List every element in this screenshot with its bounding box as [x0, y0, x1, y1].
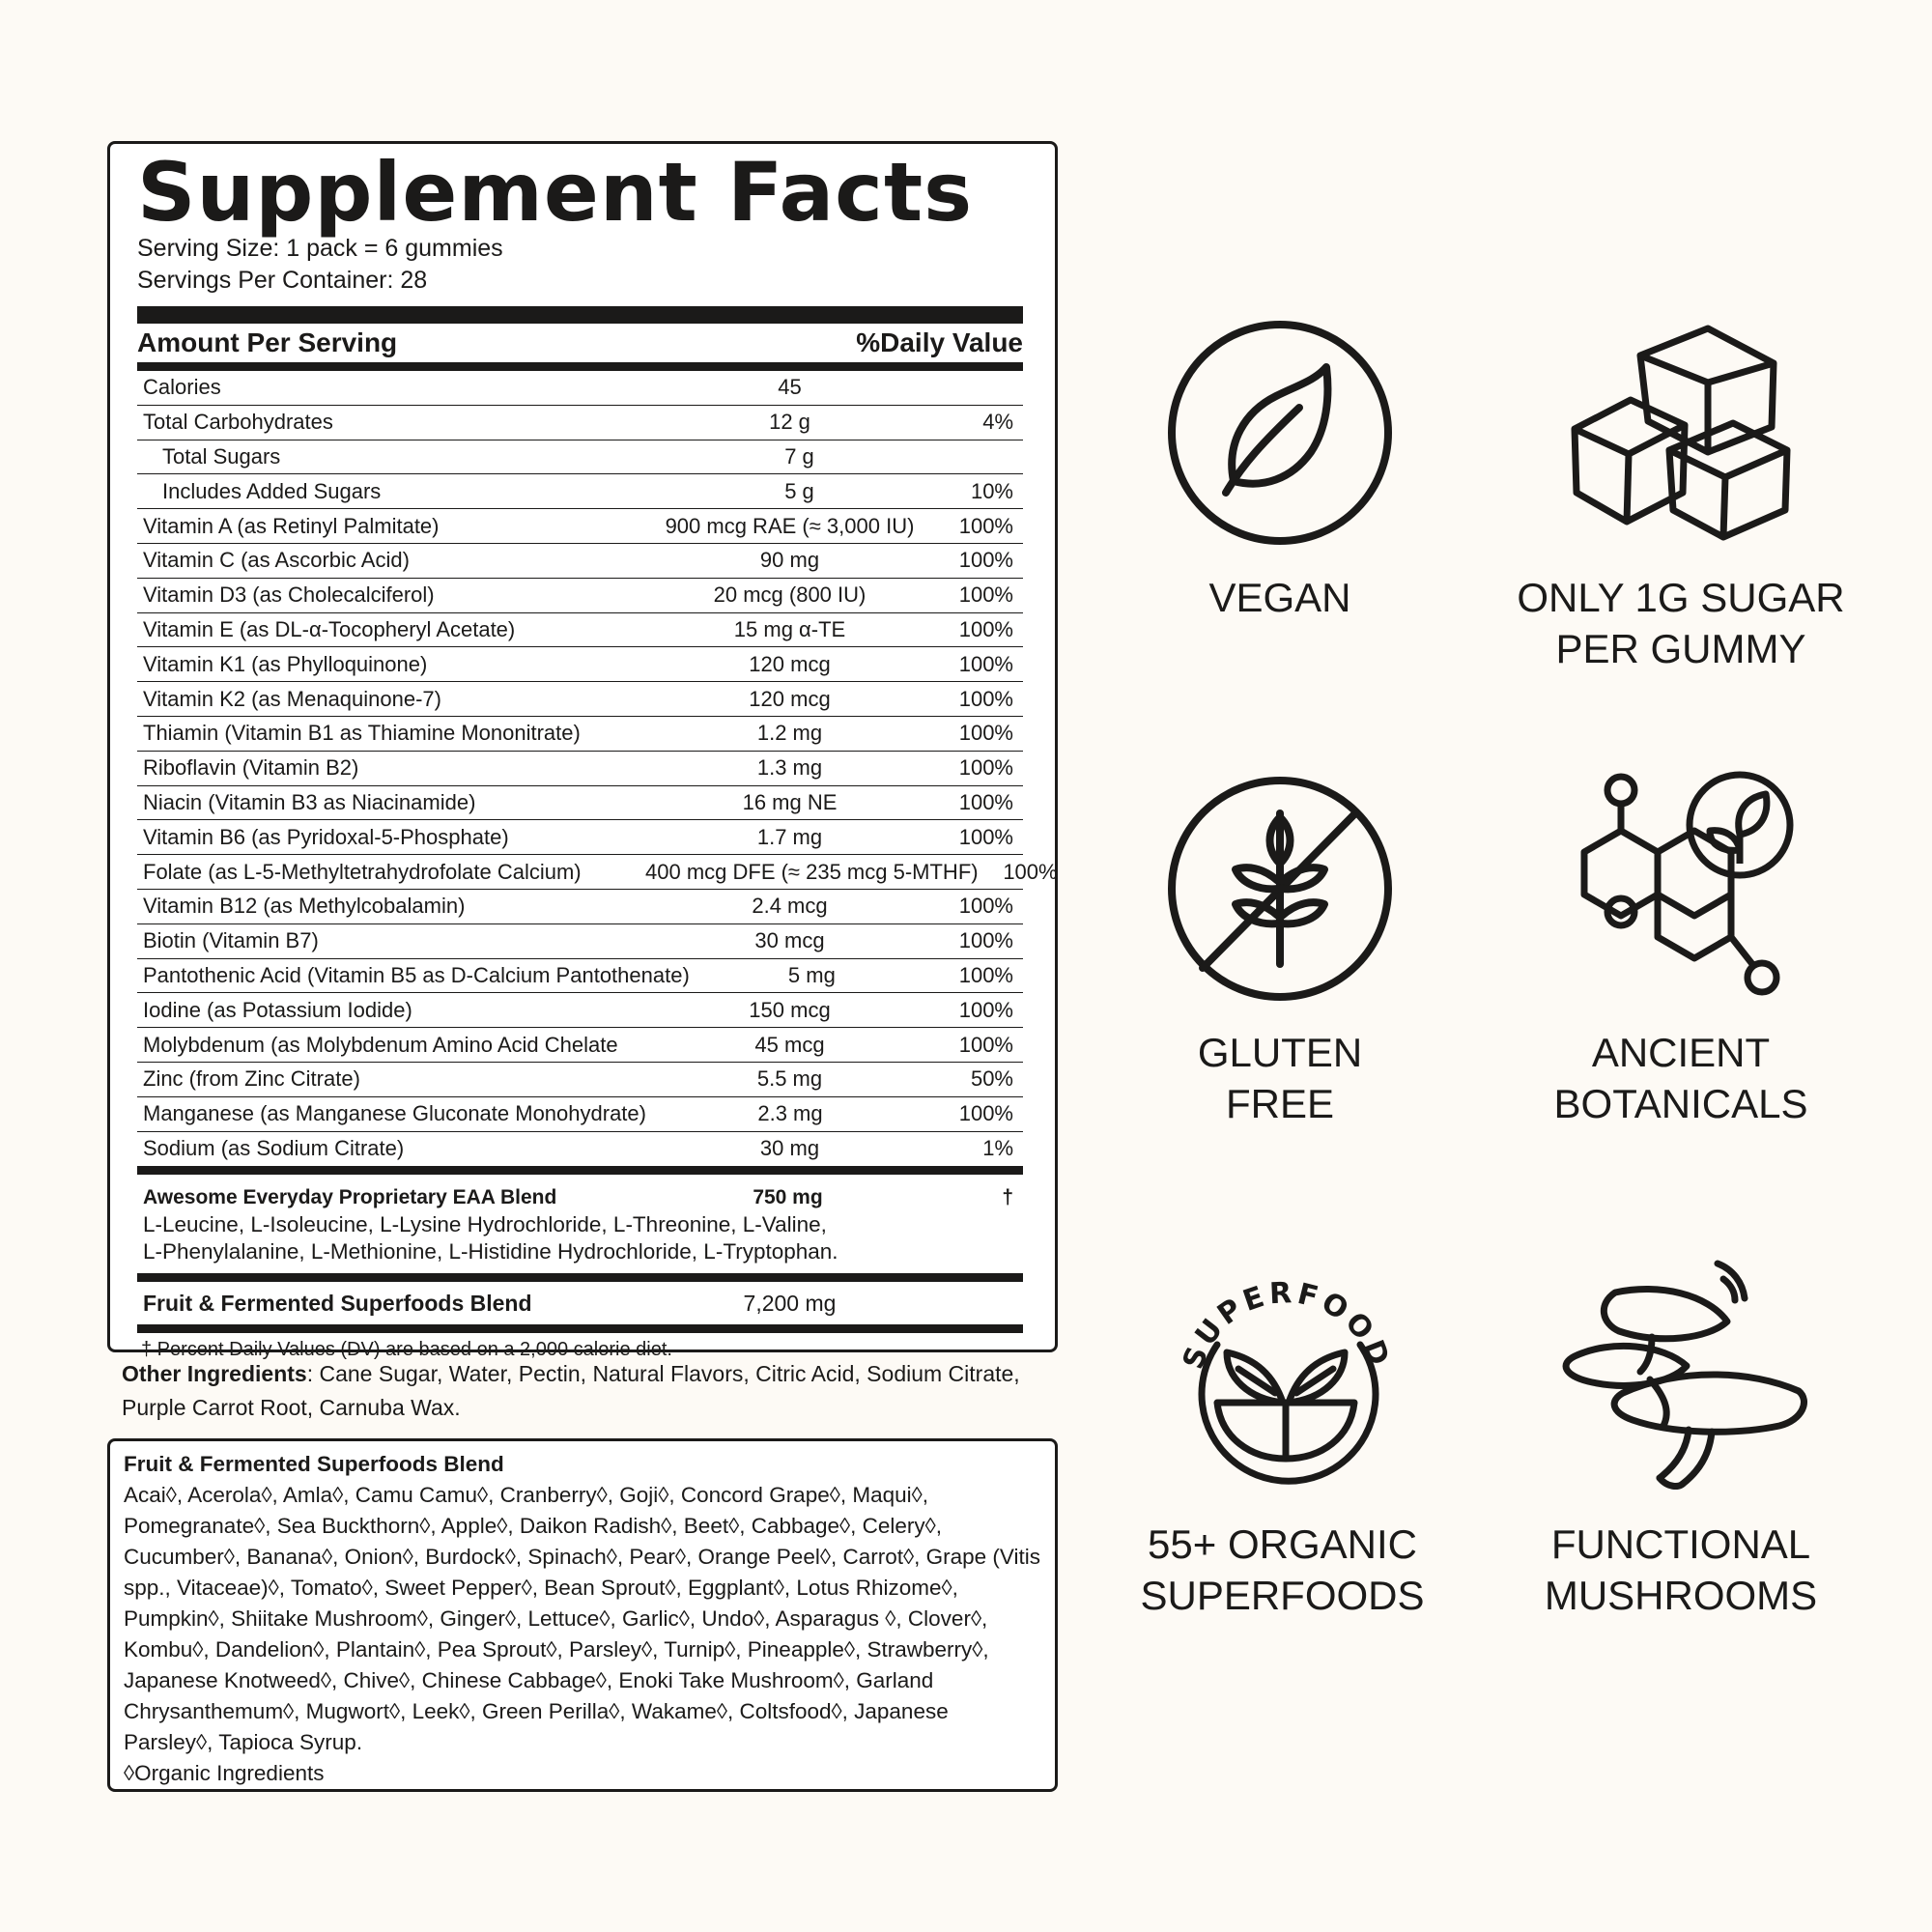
eaa-amount: 750 mg: [753, 1186, 823, 1209]
nutrient-row: [137, 544, 1023, 579]
nutrient-amount: 16 mg NE: [742, 789, 838, 814]
nutrient-amount: 1.2 mg: [756, 721, 823, 746]
superfood-bowl-icon: [1171, 1258, 1403, 1499]
nutrient-row: [137, 474, 1023, 509]
nutrient-dv: 100%: [958, 513, 1013, 538]
nutrient-amount: 45 mcg: [754, 1032, 825, 1057]
nutrient-name: Total Sugars: [162, 443, 281, 469]
nutrient-row: [137, 682, 1023, 717]
nutrient-dv: 100%: [958, 651, 1013, 676]
nutrient-amount: 2.4 mcg: [752, 894, 828, 919]
nutrient-dv: 50%: [970, 1066, 1013, 1092]
dv-footnote: † Percent Daily Values (DV) are based on a 2,000 calorie diet.: [141, 1339, 672, 1361]
badge-gluten: [1140, 1027, 1420, 1129]
fruit-blend-amount: 7,200 mg: [743, 1290, 837, 1316]
eaa-ingredients-line-2: L-Phenylalanine, L-Methionine, L-Histidine Hydrochloride, L-Tryptophan.: [143, 1239, 838, 1264]
amount-header: Amount Per Serving: [137, 327, 398, 357]
servings-per-container: Servings Per Container: 28: [137, 267, 428, 294]
nutrient-dv: 100%: [958, 686, 1013, 711]
nutrient-amount: 1.7 mg: [756, 824, 823, 849]
nutrient-row: [137, 1028, 1023, 1063]
nutrient-name: Vitamin A (as Retinyl Palmitate): [143, 513, 440, 538]
badge-botanicals-line1: ANCIENT: [1591, 1030, 1771, 1075]
badge-mushrooms-line2: MUSHROOMS: [1544, 1573, 1818, 1618]
nutrient-name: Vitamin D3 (as Cholecalciferol): [143, 582, 435, 608]
nutrient-amount: 5.5 mg: [756, 1066, 823, 1092]
nutrient-row: [137, 613, 1023, 648]
nutrient-name: Vitamin K2 (as Menaquinone-7): [143, 686, 441, 711]
divider-medium: [137, 362, 1023, 371]
nutrient-name: Calories: [143, 375, 221, 400]
eaa-name: Awesome Everyday Proprietary EAA Blend: [143, 1186, 557, 1209]
nutrient-row: [137, 959, 1023, 994]
badge-mushrooms: [1502, 1519, 1860, 1621]
superfoods-blend-list: Acai◊, Acerola◊, Amla◊, Camu Camu◊, Cranberry◊, Goji◊, Concord Grape◊, Maqui◊, Pomegranate◊, Sea Buckthorn◊, Apple◊, Daikon Radish◊, Beet◊, Cabbage◊, Celery◊, Cucumber◊, Banana◊, Onion◊, Burdock◊, Spinach◊, Pear◊, Orange Peel◊, Carrot◊, Grape (Vitis spp., Vitaceae)◊, Tomato◊, Sweet Pepper◊, Bean Sprout◊, Eggplant◊, Lotus Rhizome◊, Pumpkin◊, Shiitake Mushroom◊, Ginger◊, Lettuce◊, Garlic◊, Undo◊, Asparagus ◊, Clover◊, Kombu◊, Dandelion◊, Plantain◊, Pea Sprout◊, Parsley◊, Turnip◊, Pineapple◊, Strawberry◊, Japanese Knotweed◊, Chive◊, Chinese Cabbage◊, Enoki Take Mushroom◊, Garland Chrysanthemum◊, Mugwort◊, Leek◊, Green Perilla◊, Wakame◊, Coltsfood◊, Japanese Parsley◊, Tapioca Syrup.: [124, 1483, 1040, 1754]
badge-sugar-line1: ONLY 1G SUGAR: [1517, 575, 1845, 620]
nutrient-dv: 100%: [958, 928, 1013, 953]
nutrient-dv: 100%: [958, 755, 1013, 781]
mushroom-icon: [1544, 1256, 1814, 1497]
nutrient-name: Vitamin B12 (as Methylcobalamin): [143, 894, 466, 919]
nutrient-row: [137, 647, 1023, 682]
nutrient-name: Vitamin B6 (as Pyridoxal-5-Phosphate): [143, 824, 509, 849]
nutrient-amount: 5 mg: [787, 962, 836, 987]
superfoods-blend-box: [107, 1438, 1058, 1792]
nutrient-amount: 1.3 mg: [756, 755, 823, 781]
nutrient-row: [137, 1063, 1023, 1097]
nutrient-amount: 120 mcg: [749, 651, 831, 676]
nutrient-dv: 100%: [958, 894, 1013, 919]
nutrient-amount: 400 mcg DFE (≈ 235 mcg 5-MTHF): [645, 859, 979, 884]
nutrient-name: Total Carbohydrates: [143, 410, 333, 435]
nutrient-amount: 30 mg: [759, 1136, 820, 1161]
nutrient-dv: 100%: [958, 582, 1013, 608]
nutrient-dv: 100%: [958, 548, 1013, 573]
badge-mushrooms-line1: FUNCTIONAL: [1550, 1521, 1811, 1567]
nutrient-dv: 100%: [958, 962, 1013, 987]
nutrient-amount: 90 mg: [759, 548, 820, 573]
nutrient-row: [137, 924, 1023, 959]
nutrient-dv: 10%: [970, 478, 1013, 503]
nutrient-amount: 15 mg α-TE: [733, 616, 846, 641]
badge-sugar: [1502, 572, 1860, 674]
badge-superfoods: [1121, 1519, 1444, 1621]
divider-medium: [137, 1166, 1023, 1175]
eaa-dv: †: [1002, 1186, 1013, 1209]
nutrient-name: Vitamin E (as DL-α-Tocopheryl Acetate): [143, 616, 516, 641]
nutrient-name: Thiamin (Vitamin B1 as Thiamine Mononitrate): [143, 721, 581, 746]
badge-gluten-line1: GLUTEN: [1197, 1030, 1363, 1075]
badge-vegan: [1140, 572, 1420, 623]
nutrient-amount: 120 mcg: [749, 686, 831, 711]
badge-gluten-line2: FREE: [1225, 1081, 1334, 1126]
badge-superfoods-line2: SUPERFOODS: [1140, 1573, 1425, 1618]
nutrient-row: [137, 993, 1023, 1028]
nutrient-name: Includes Added Sugars: [162, 478, 382, 503]
nutrient-amount: 900 mcg RAE (≈ 3,000 IU): [665, 513, 915, 538]
nutrient-row: [137, 440, 1023, 475]
nutrient-dv: 100%: [958, 789, 1013, 814]
eaa-ingredients-line-1: L-Leucine, L-Isoleucine, L-Lysine Hydrochloride, L-Threonine, L-Valine,: [143, 1212, 827, 1237]
badge-vegan-line1: VEGAN: [1208, 575, 1351, 620]
badge-superfoods-line1: 55+ ORGANIC: [1148, 1521, 1417, 1567]
nutrient-amount: 30 mcg: [754, 928, 825, 953]
nutrient-amount: 7 g: [784, 443, 814, 469]
nutrient-amount: 150 mcg: [749, 997, 831, 1022]
fruit-blend-name: Fruit & Fermented Superfoods Blend: [143, 1290, 532, 1316]
nutrient-row: [137, 752, 1023, 786]
superfood-seal-text: SUPERFOOD: [1176, 1276, 1398, 1375]
badge-sugar-line2: PER GUMMY: [1555, 626, 1806, 671]
nutrient-name: Vitamin K1 (as Phylloquinone): [143, 651, 428, 676]
nutrient-name: Riboflavin (Vitamin B2): [143, 755, 359, 781]
nutrient-dv: 4%: [982, 410, 1013, 435]
divider-thick: [137, 306, 1023, 324]
nutrient-name: Vitamin C (as Ascorbic Acid): [143, 548, 410, 573]
nutrient-row: [137, 579, 1023, 613]
no-wheat-icon: [1166, 775, 1394, 1003]
gummy-cubes-icon: [1567, 317, 1795, 545]
nutrient-name: Manganese (as Manganese Gluconate Monohydrate): [143, 1101, 646, 1126]
nutrient-name: Zinc (from Zinc Citrate): [143, 1066, 360, 1092]
nutrient-row: [137, 786, 1023, 821]
nutrient-row: [137, 509, 1023, 544]
other-ingredients-label: Other Ingredients: [122, 1361, 307, 1386]
nutrient-row: [137, 406, 1023, 440]
nutrient-name: Folate (as L-5-Methyltetrahydrofolate Calcium): [143, 859, 582, 884]
other-ingredients-text: : Cane Sugar, Water, Pectin, Natural Flavors, Citric Acid, Sodium Citrate, Purple Carrot Root, Carnuba Wax.: [122, 1361, 1020, 1420]
nutrient-amount: 20 mcg (800 IU): [713, 582, 867, 608]
nutrient-dv: 1%: [982, 1136, 1013, 1161]
nutrient-dv: 100%: [958, 721, 1013, 746]
nutrient-dv: 100%: [958, 1101, 1013, 1126]
amount-header-row: [137, 324, 1023, 362]
nutrient-name: Biotin (Vitamin B7): [143, 928, 319, 953]
nutrient-row: [137, 855, 1058, 890]
nutrient-dv: 100%: [958, 824, 1013, 849]
nutrient-name: Pantothenic Acid (Vitamin B5 as D-Calcium Pantothenate): [143, 962, 690, 987]
nutrient-row: [137, 890, 1023, 924]
superfoods-blend-title: Fruit & Fermented Superfoods Blend: [124, 1452, 504, 1476]
nutrient-dv: 100%: [958, 616, 1013, 641]
eaa-blend: [137, 1175, 1023, 1273]
nutrient-amount: 45: [778, 375, 802, 400]
fruit-blend-row: [137, 1282, 1023, 1324]
divider-medium: [137, 1273, 1023, 1282]
nutrient-table: [137, 371, 1058, 1166]
dv-header: %Daily Value: [856, 327, 1023, 357]
nutrient-dv: 100%: [958, 1032, 1013, 1057]
nutrient-name: Niacin (Vitamin B3 as Niacinamide): [143, 789, 476, 814]
nutrient-amount: 2.3 mg: [757, 1101, 823, 1126]
badge-botanicals-line2: BOTANICALS: [1553, 1081, 1808, 1126]
nutrient-row: [137, 1132, 1023, 1167]
nutrient-dv: 100%: [1003, 859, 1058, 884]
nutrient-row: [137, 717, 1023, 752]
nutrient-name: Sodium (as Sodium Citrate): [143, 1136, 405, 1161]
panel-title: Supplement Facts: [137, 145, 974, 240]
serving-size: Serving Size: 1 pack = 6 gummies: [137, 235, 503, 262]
nutrient-amount: 12 g: [769, 410, 810, 435]
nutrient-row: [137, 1097, 1023, 1132]
molecule-leaf-icon: [1573, 771, 1804, 1003]
nutrient-dv: 100%: [958, 997, 1013, 1022]
nutrient-name: Iodine (as Potassium Iodide): [143, 997, 412, 1022]
organic-footnote: ◊Organic Ingredients: [124, 1761, 325, 1785]
supplement-facts-panel: [107, 141, 1058, 1361]
nutrient-row: [137, 371, 1023, 406]
badge-botanicals: [1502, 1027, 1860, 1129]
nutrient-row: [137, 820, 1023, 855]
nutrient-name: Molybdenum (as Molybdenum Amino Acid Chelate: [143, 1032, 618, 1057]
divider-medium: [137, 1324, 1023, 1333]
other-ingredients: [122, 1357, 1049, 1425]
leaf-icon: [1166, 319, 1394, 547]
nutrient-amount: 5 g: [784, 478, 814, 503]
